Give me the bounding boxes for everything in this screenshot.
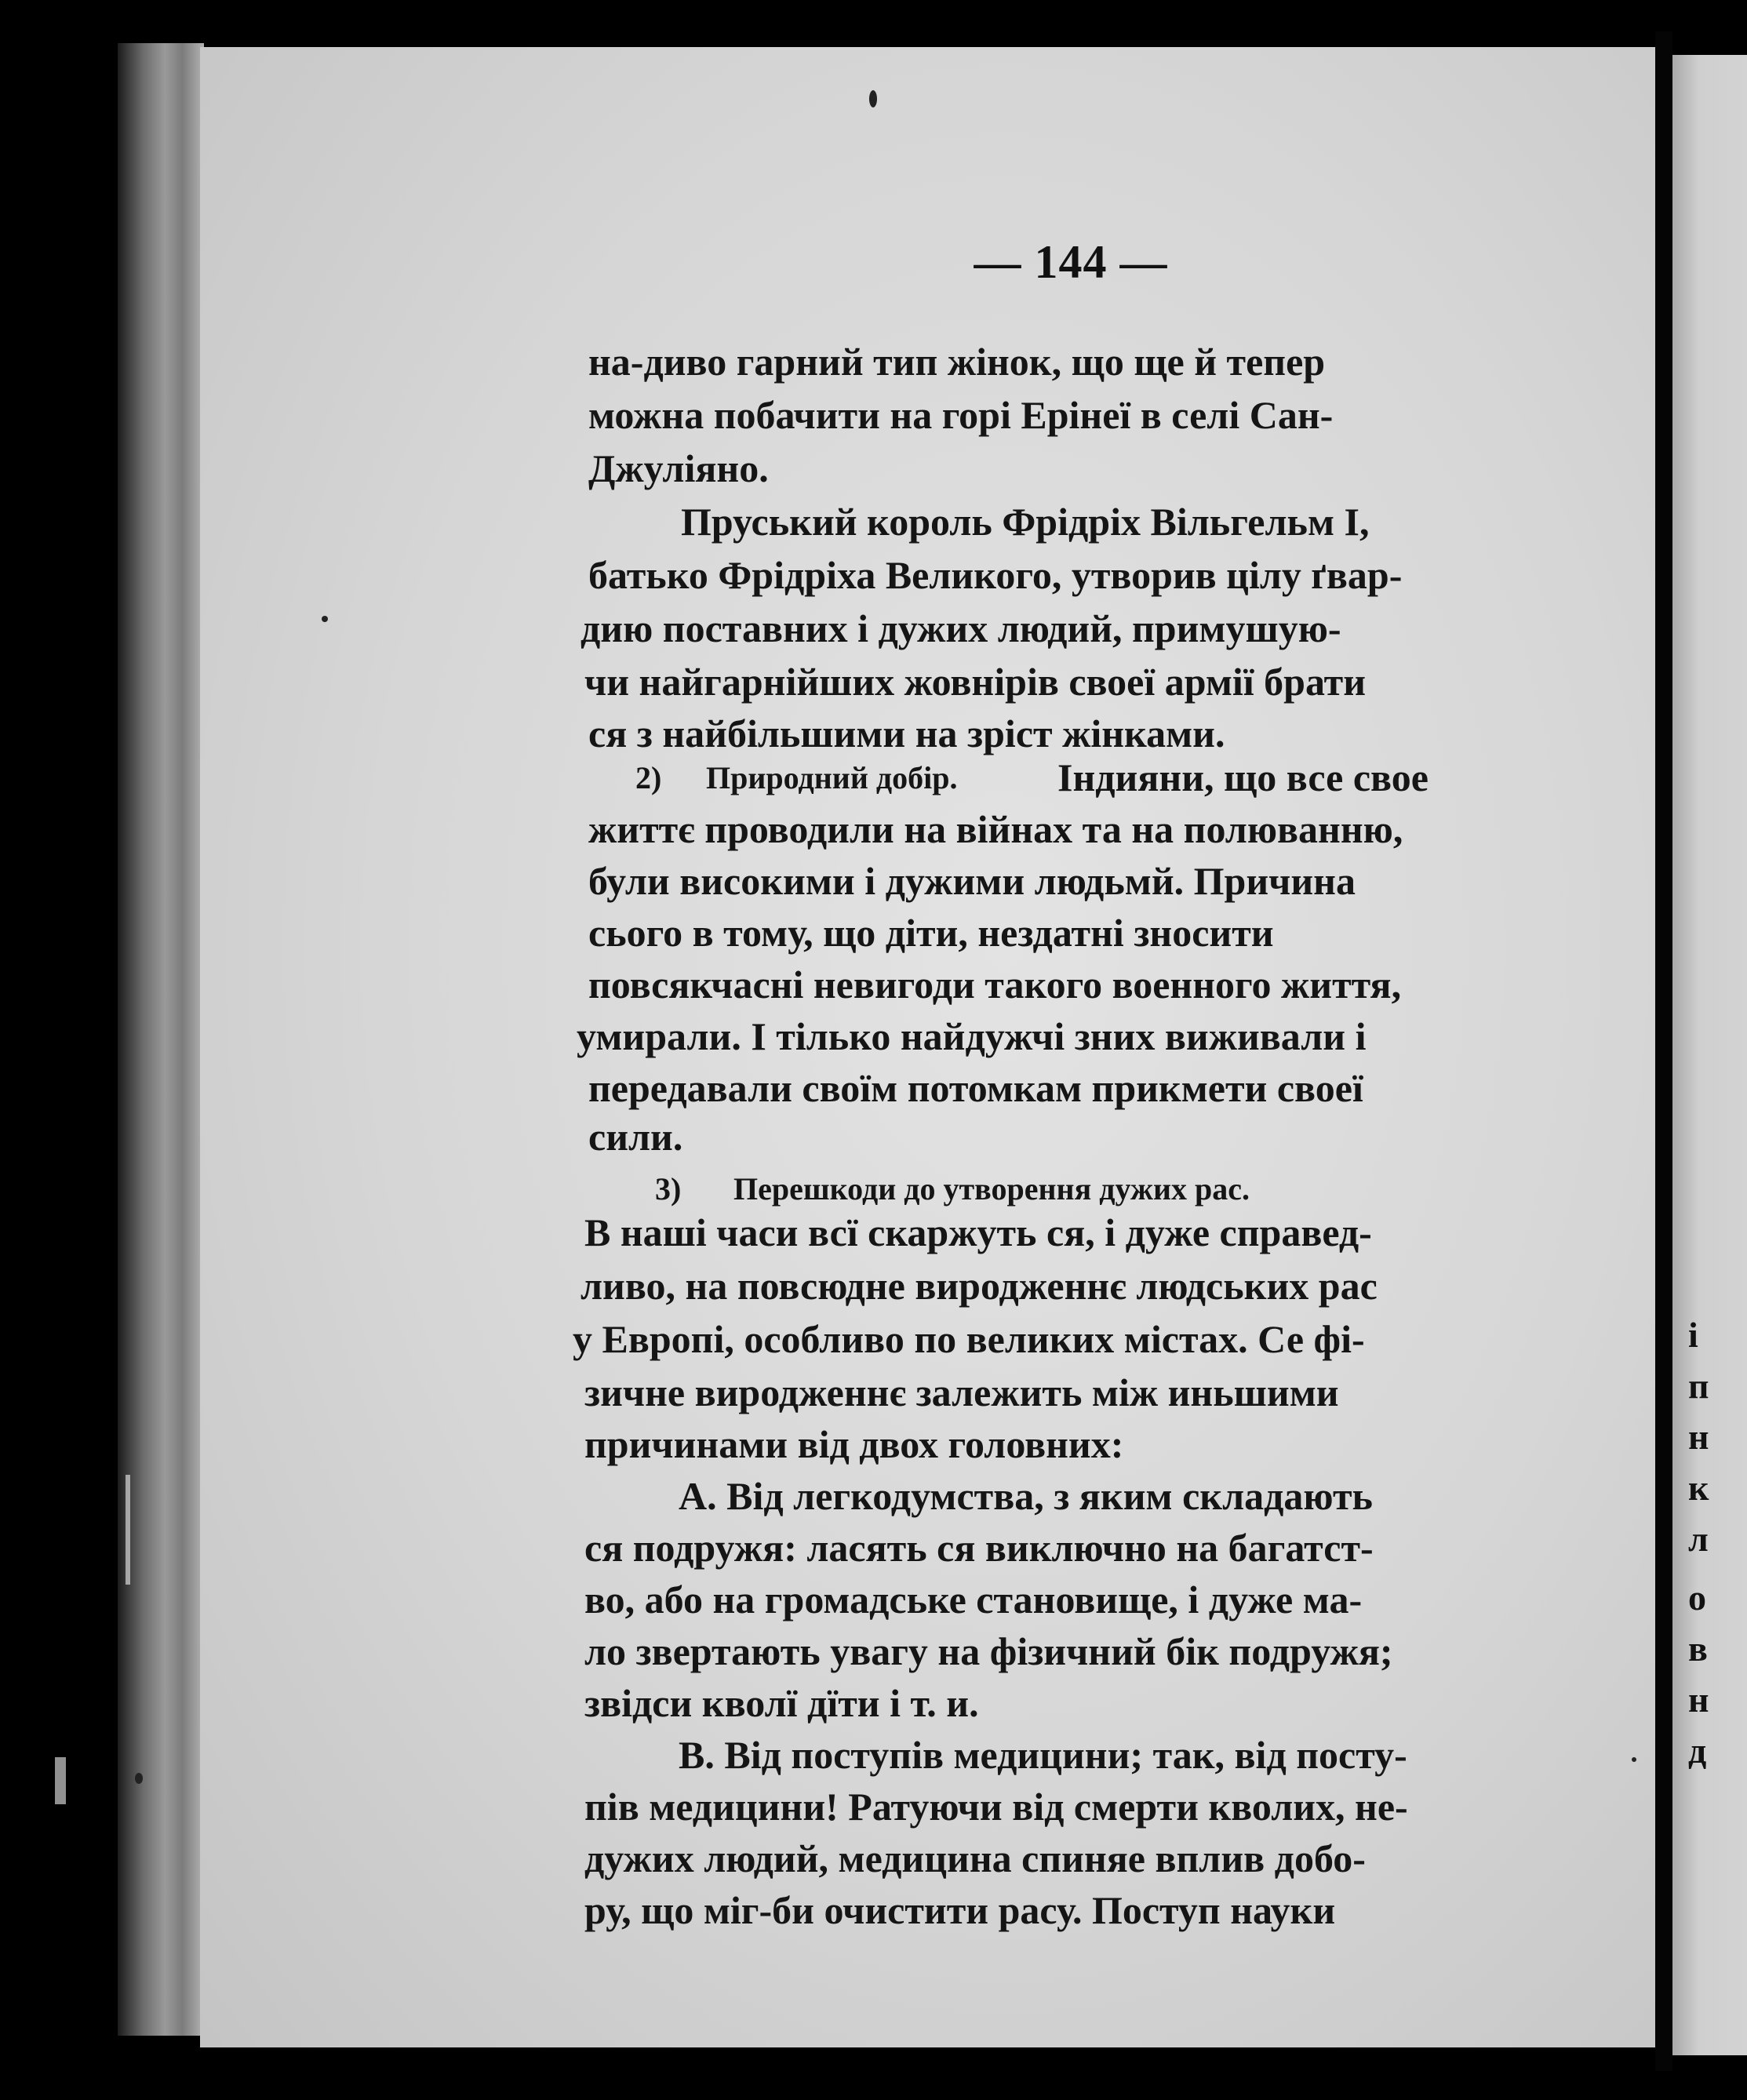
text-line: батько Фрідріха Великого, утворив цілу ґвар- (588, 553, 1403, 597)
adjacent-page-letter: о (1688, 1578, 1706, 1618)
text-line: Пруський король Фрідріх Вільгельм I, (681, 500, 1370, 544)
text-line: пів медицини! Ратуючи від смерти кволих, не- (584, 1785, 1408, 1829)
section-number: 3) (655, 1171, 682, 1206)
text-line: ливо, на повсюдне виродженнє людських рас (581, 1264, 1378, 1308)
text-line: на-диво гарний тип жінок, що ще й тепер (588, 340, 1326, 384)
text-line: передавали своїм потомкам прикмети своеї (588, 1066, 1363, 1110)
text-line: ся подружя: ласять ся виключно на багатст- (584, 1526, 1374, 1570)
text-line: сили. (588, 1115, 683, 1159)
text-line: Джуліяно. (588, 446, 769, 490)
scan-scratch (55, 1757, 66, 1804)
text-line: Індияни, що все свое (1057, 755, 1429, 799)
text-line: во, або на громадське становище, і дуже ма- (584, 1578, 1363, 1621)
text-line: зичне виродженнє залежить між иньшими (584, 1370, 1339, 1414)
text-line: звідси кволї дїти і т. и. (584, 1681, 979, 1725)
text-line: умирали. І тілько найдужчі зних виживали і (577, 1014, 1367, 1058)
adjacent-page-letter: к (1688, 1468, 1709, 1508)
scan-speck (135, 1773, 143, 1784)
text-line: дужих людий, медицина спиняе вплив добо- (584, 1836, 1366, 1880)
text-line: ру, що міг-би очистити расу. Поступ науки (584, 1888, 1336, 1932)
page-number: — 144 — (974, 236, 1168, 288)
page-gutter (1655, 31, 1672, 2071)
adjacent-page-letter: н (1688, 1417, 1709, 1457)
section-heading: Природний добір. (706, 760, 958, 795)
scan-scratch (126, 1475, 130, 1585)
text-line: В. Від поступів медицини; так, від посту- (679, 1733, 1407, 1777)
scan-speck (1632, 1757, 1636, 1762)
adjacent-page-fragment (1672, 55, 1747, 2055)
adjacent-page-letter: л (1688, 1519, 1709, 1559)
adjacent-page-letter: н (1688, 1680, 1709, 1720)
text-line: повсякчасні невигоди такого военного життя, (588, 963, 1402, 1006)
text-line: ся з найбільшими на зріст жінками. (588, 712, 1225, 755)
adjacent-page-letter: в (1688, 1629, 1708, 1669)
scan-speck (869, 90, 877, 107)
text-line: були високими і дужими людьмй. Причина (588, 859, 1356, 903)
section-heading: Перешкоди до утворення дужих рас. (733, 1171, 1250, 1206)
text-line: причинами від двох головних: (584, 1422, 1124, 1466)
text-line: життє проводили на війнах та на полюванню, (588, 807, 1403, 851)
text-line: ло звертають увагу на фізичний бік подружя; (584, 1629, 1393, 1673)
text-line: дию поставних і дужих людий, примушую- (581, 606, 1341, 650)
text-line: у Европі, особливо по великих містах. Се фі- (573, 1317, 1365, 1361)
text-line: В нашi часи всї скаржуть ся, і дуже справед- (584, 1210, 1372, 1254)
adjacent-page-letter: п (1688, 1366, 1709, 1406)
text-line: можна побачити на горі Ерінеї в селі Сан- (588, 393, 1334, 437)
book-spine-edge (118, 43, 204, 2036)
adjacent-page-letter: і (1688, 1315, 1698, 1355)
adjacent-page-letter: д (1688, 1731, 1707, 1771)
text-line: сього в тому, що діти, нездатні зносити (588, 911, 1274, 955)
section-number: 2) (635, 760, 662, 795)
scan-speck (322, 616, 328, 622)
text-line: чи найгарнійших жовнірів своеї армії брати (584, 660, 1367, 704)
text-line: А. Від легкодумства, з яким складають (679, 1474, 1373, 1518)
